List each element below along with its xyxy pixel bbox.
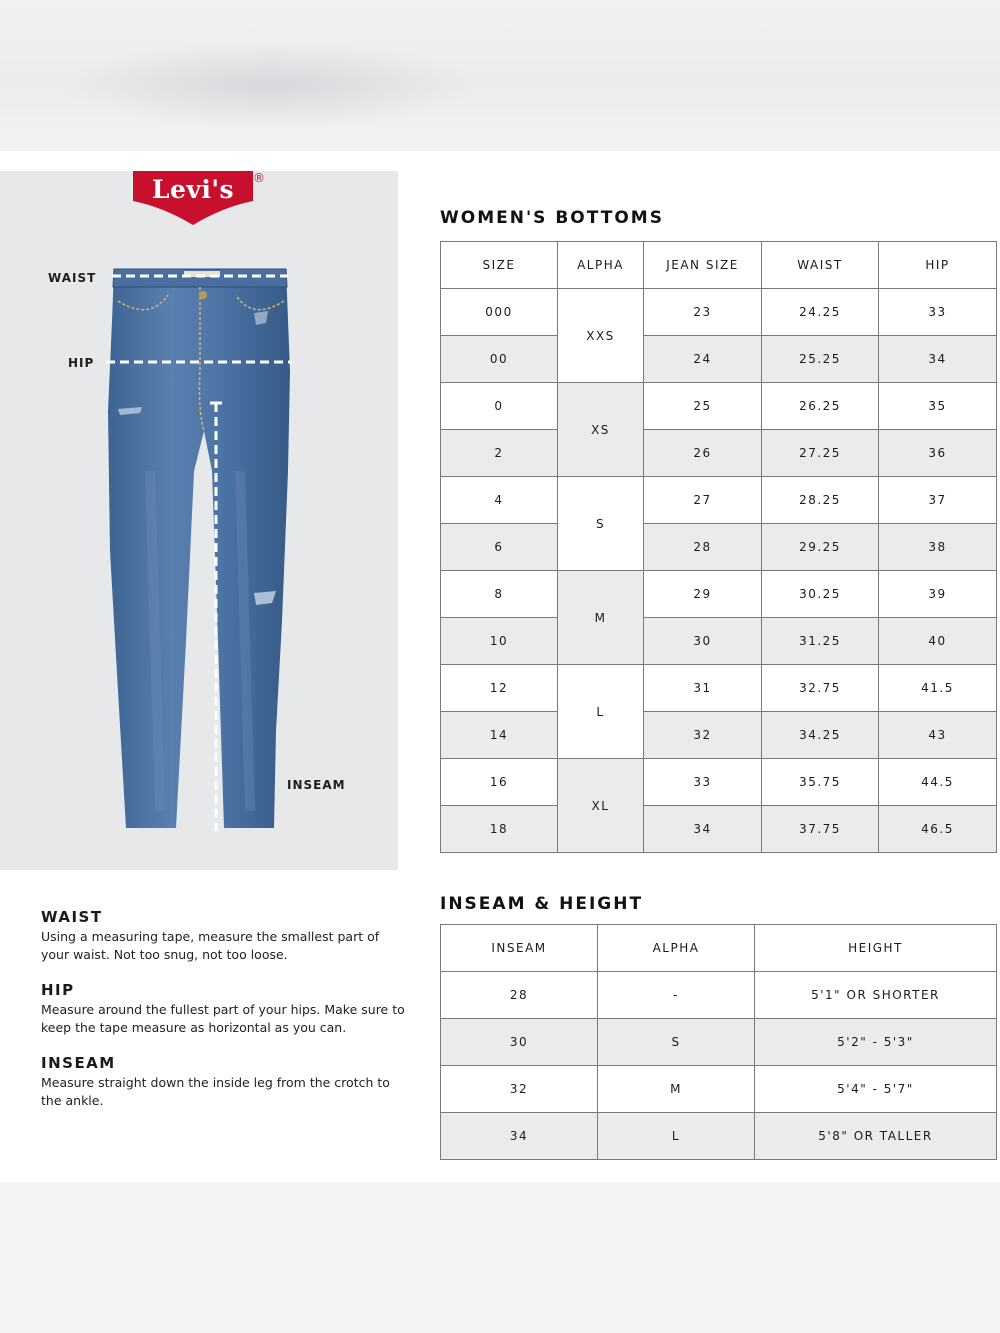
- hip-cell: 38: [879, 524, 997, 571]
- inseam-cell: 28: [441, 972, 598, 1019]
- hip-cell: 39: [879, 571, 997, 618]
- waist-cell: 30.25: [762, 571, 879, 618]
- inseam-height-title: INSEAM & HEIGHT: [440, 894, 644, 914]
- jean-size-cell: 32: [644, 712, 762, 759]
- hip-cell: 43: [879, 712, 997, 759]
- measurement-definitions: [41, 908, 411, 1127]
- hip-cell: 46.5: [879, 806, 997, 853]
- waist-cell: 26.25: [762, 383, 879, 430]
- waist-cell: 31.25: [762, 618, 879, 665]
- table-row: [441, 972, 997, 1019]
- registered-mark: ®: [253, 171, 265, 185]
- hip-cell: 34: [879, 336, 997, 383]
- definition-title: INSEAM: [41, 1054, 116, 1072]
- table-row: [441, 430, 997, 477]
- inseam-cell: 30: [441, 1019, 598, 1066]
- header-alpha: ALPHA: [598, 925, 755, 972]
- definition-waist: [41, 908, 411, 964]
- definition-text: Using a measuring tape, measure the smallest part of your waist. Not too snug, not too loose.: [41, 929, 380, 962]
- size-cell: 8: [441, 571, 558, 618]
- hip-cell: 35: [879, 383, 997, 430]
- table-row: [441, 571, 997, 618]
- header-hip: HIP: [879, 242, 997, 289]
- table-row: [441, 712, 997, 759]
- waist-cell: 24.25: [762, 289, 879, 336]
- size-cell: 00: [441, 336, 558, 383]
- waist-cell: 37.75: [762, 806, 879, 853]
- jean-size-cell: 31: [644, 665, 762, 712]
- table-row: [441, 336, 997, 383]
- size-cell: 6: [441, 524, 558, 571]
- waist-cell: 29.25: [762, 524, 879, 571]
- size-cell: 2: [441, 430, 558, 477]
- jean-size-cell: 23: [644, 289, 762, 336]
- hip-cell: 44.5: [879, 759, 997, 806]
- inseam-height-table: [440, 924, 997, 1160]
- alpha-cell: S: [598, 1019, 755, 1066]
- definition-text: Measure around the fullest part of your hips. Make sure to keep the tape measure as horizontal as you can.: [41, 1002, 405, 1035]
- definition-hip: [41, 981, 411, 1037]
- top-background-band: [0, 0, 1000, 151]
- waist-cell: 28.25: [762, 477, 879, 524]
- size-cell: 10: [441, 618, 558, 665]
- definition-title: HIP: [41, 981, 75, 999]
- header-jean-size: JEAN SIZE: [644, 242, 762, 289]
- inseam-label: INSEAM: [287, 778, 346, 792]
- hip-cell: 41.5: [879, 665, 997, 712]
- waist-cell: 34.25: [762, 712, 879, 759]
- table-row: [441, 665, 997, 712]
- table-row: [441, 383, 997, 430]
- bottom-background-band: [0, 1182, 1000, 1333]
- hip-cell: 40: [879, 618, 997, 665]
- size-cell: 16: [441, 759, 558, 806]
- alpha-cell: XXS: [558, 289, 644, 383]
- height-cell: 5'1" OR SHORTER: [755, 972, 997, 1019]
- header-inseam: INSEAM: [441, 925, 598, 972]
- size-cell: 4: [441, 477, 558, 524]
- table-row: [441, 524, 997, 571]
- table-header-row: [441, 242, 997, 289]
- alpha-cell: XL: [558, 759, 644, 853]
- alpha-cell: M: [558, 571, 644, 665]
- size-cell: 18: [441, 806, 558, 853]
- jean-size-cell: 33: [644, 759, 762, 806]
- alpha-cell: L: [598, 1113, 755, 1160]
- jean-size-cell: 26: [644, 430, 762, 477]
- height-cell: 5'8" OR TALLER: [755, 1113, 997, 1160]
- size-cell: 0: [441, 383, 558, 430]
- jean-size-cell: 30: [644, 618, 762, 665]
- alpha-cell: XS: [558, 383, 644, 477]
- levis-logo: [133, 171, 266, 227]
- alpha-cell: M: [598, 1066, 755, 1113]
- definition-title: WAIST: [41, 908, 103, 926]
- size-cell: 14: [441, 712, 558, 759]
- hip-cell: 36: [879, 430, 997, 477]
- definition-inseam: [41, 1054, 411, 1110]
- definition-text: Measure straight down the inside leg from the crotch to the ankle.: [41, 1075, 390, 1108]
- waist-cell: 35.75: [762, 759, 879, 806]
- table-row: [441, 759, 997, 806]
- jean-size-cell: 25: [644, 383, 762, 430]
- table-row: [441, 289, 997, 336]
- jeans-body: [108, 269, 290, 828]
- jean-size-cell: 24: [644, 336, 762, 383]
- hip-label: HIP: [68, 356, 95, 370]
- hip-cell: 33: [879, 289, 997, 336]
- womens-bottoms-table: [440, 241, 997, 853]
- alpha-cell: -: [598, 972, 755, 1019]
- logo-text: Levi's: [151, 175, 235, 204]
- table-row: [441, 1066, 997, 1113]
- hip-cell: 37: [879, 477, 997, 524]
- height-cell: 5'4" - 5'7": [755, 1066, 997, 1113]
- jean-size-cell: 34: [644, 806, 762, 853]
- waist-cell: 25.25: [762, 336, 879, 383]
- height-cell: 5'2" - 5'3": [755, 1019, 997, 1066]
- size-cell: 12: [441, 665, 558, 712]
- womens-bottoms-title: WOMEN'S BOTTOMS: [440, 208, 664, 228]
- header-height: HEIGHT: [755, 925, 997, 972]
- jean-size-cell: 27: [644, 477, 762, 524]
- alpha-cell: S: [558, 477, 644, 571]
- header-size: SIZE: [441, 242, 558, 289]
- waist-cell: 27.25: [762, 430, 879, 477]
- jeans-illustration-panel: [0, 171, 398, 870]
- table-row: [441, 806, 997, 853]
- waist-cell: 32.75: [762, 665, 879, 712]
- inseam-cell: 32: [441, 1066, 598, 1113]
- table-row: [441, 477, 997, 524]
- header-waist: WAIST: [762, 242, 879, 289]
- table-row: [441, 1113, 997, 1160]
- jean-size-cell: 29: [644, 571, 762, 618]
- waist-label: WAIST: [48, 271, 97, 285]
- inseam-cell: 34: [441, 1113, 598, 1160]
- table-row: [441, 1019, 997, 1066]
- jean-size-cell: 28: [644, 524, 762, 571]
- table-header-row: [441, 925, 997, 972]
- alpha-cell: L: [558, 665, 644, 759]
- header-alpha: ALPHA: [558, 242, 644, 289]
- table-row: [441, 618, 997, 665]
- size-cell: 000: [441, 289, 558, 336]
